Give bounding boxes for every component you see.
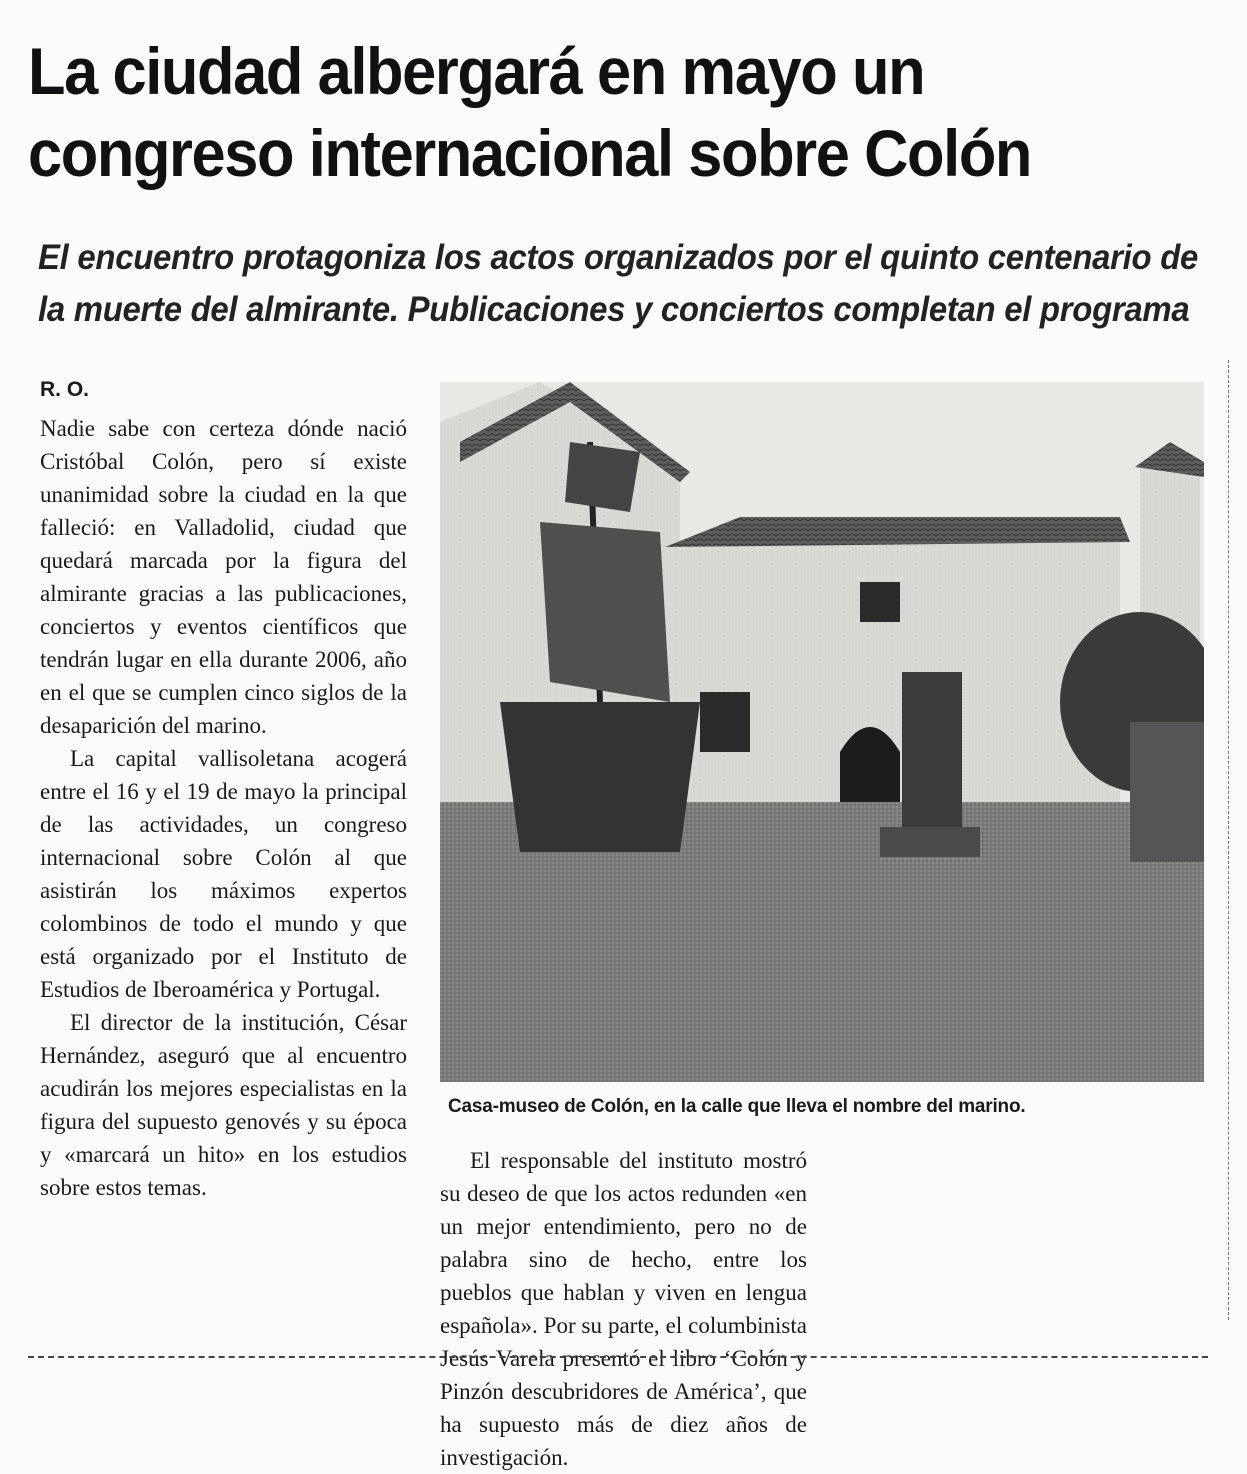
subtitle bbox=[38, 232, 1199, 336]
scan-edge-line bbox=[1228, 360, 1229, 1320]
body-paragraph-2 bbox=[40, 742, 407, 1006]
subtitle-line-1: El encuentro protagoniza los actos organizados por el quinto centenario de bbox=[38, 238, 1199, 277]
body-column-1 bbox=[40, 412, 407, 1204]
body-column-2 bbox=[440, 1144, 807, 1474]
body-paragraph-3-text: El director de la institución, César Hernández, aseguró que al encuentro acudirán los mejores especialistas en la figura del supuesto genovés y su época y «marcará un hito» en los estudios sobre estos temas. bbox=[40, 1010, 407, 1200]
byline: R. O. bbox=[40, 378, 90, 401]
headline bbox=[28, 30, 1144, 194]
article-photo bbox=[440, 382, 1204, 1082]
subtitle-line-2: la muerte del almirante. Publicaciones y conciertos completan el programa bbox=[38, 290, 1190, 329]
headline-line-2: congreso internacional sobre Colón bbox=[28, 116, 1032, 190]
body-paragraph-3 bbox=[40, 1006, 407, 1204]
headline-line-1: La ciudad albergará en mayo un bbox=[28, 34, 925, 108]
casa-museo-photo-illustration bbox=[440, 382, 1204, 1082]
body-paragraph-1 bbox=[40, 412, 407, 742]
body-paragraph-4 bbox=[440, 1144, 807, 1474]
body-paragraph-2-text: La capital vallisoletana acogerá entre el 16 y el 19 de mayo la principal de las actividades, un congreso internacional sobre Colón al que asistirán los máximos expertos colombinos de todo el mundo y que está organizado por el Instituto de Estudios de Iberoamérica y Portugal. bbox=[40, 746, 407, 1002]
photo-caption: Casa-museo de Colón, en la calle que lleva el nombre del marino. bbox=[448, 1096, 1026, 1117]
body-paragraph-1-text: Nadie sabe con certeza dónde nació Cristóbal Colón, pero sí existe unanimidad sobre la ciudad en la que falleció: en Valladolid, ciudad que quedará marcada por la figura del almirante gracias a las publicaciones, conciertos y eventos científicos que tendrán lugar en ella durante 2006, año en el que se cumplen cinco siglos de la desaparición del marino. bbox=[40, 416, 407, 738]
body-paragraph-4-text: El responsable del instituto mostró su deseo de que los actos redunden «en un mejor entendimiento, pero no de palabra sino de hecho, entre los pueblos que hablan y viven en lengua española». Por su parte, el columbinista Jesús Varela presentó el libro ‘Colón y Pinzón descubridores de América’, que ha supuesto más de diez años de investigación. bbox=[440, 1148, 807, 1470]
bottom-rule bbox=[28, 1356, 1208, 1358]
